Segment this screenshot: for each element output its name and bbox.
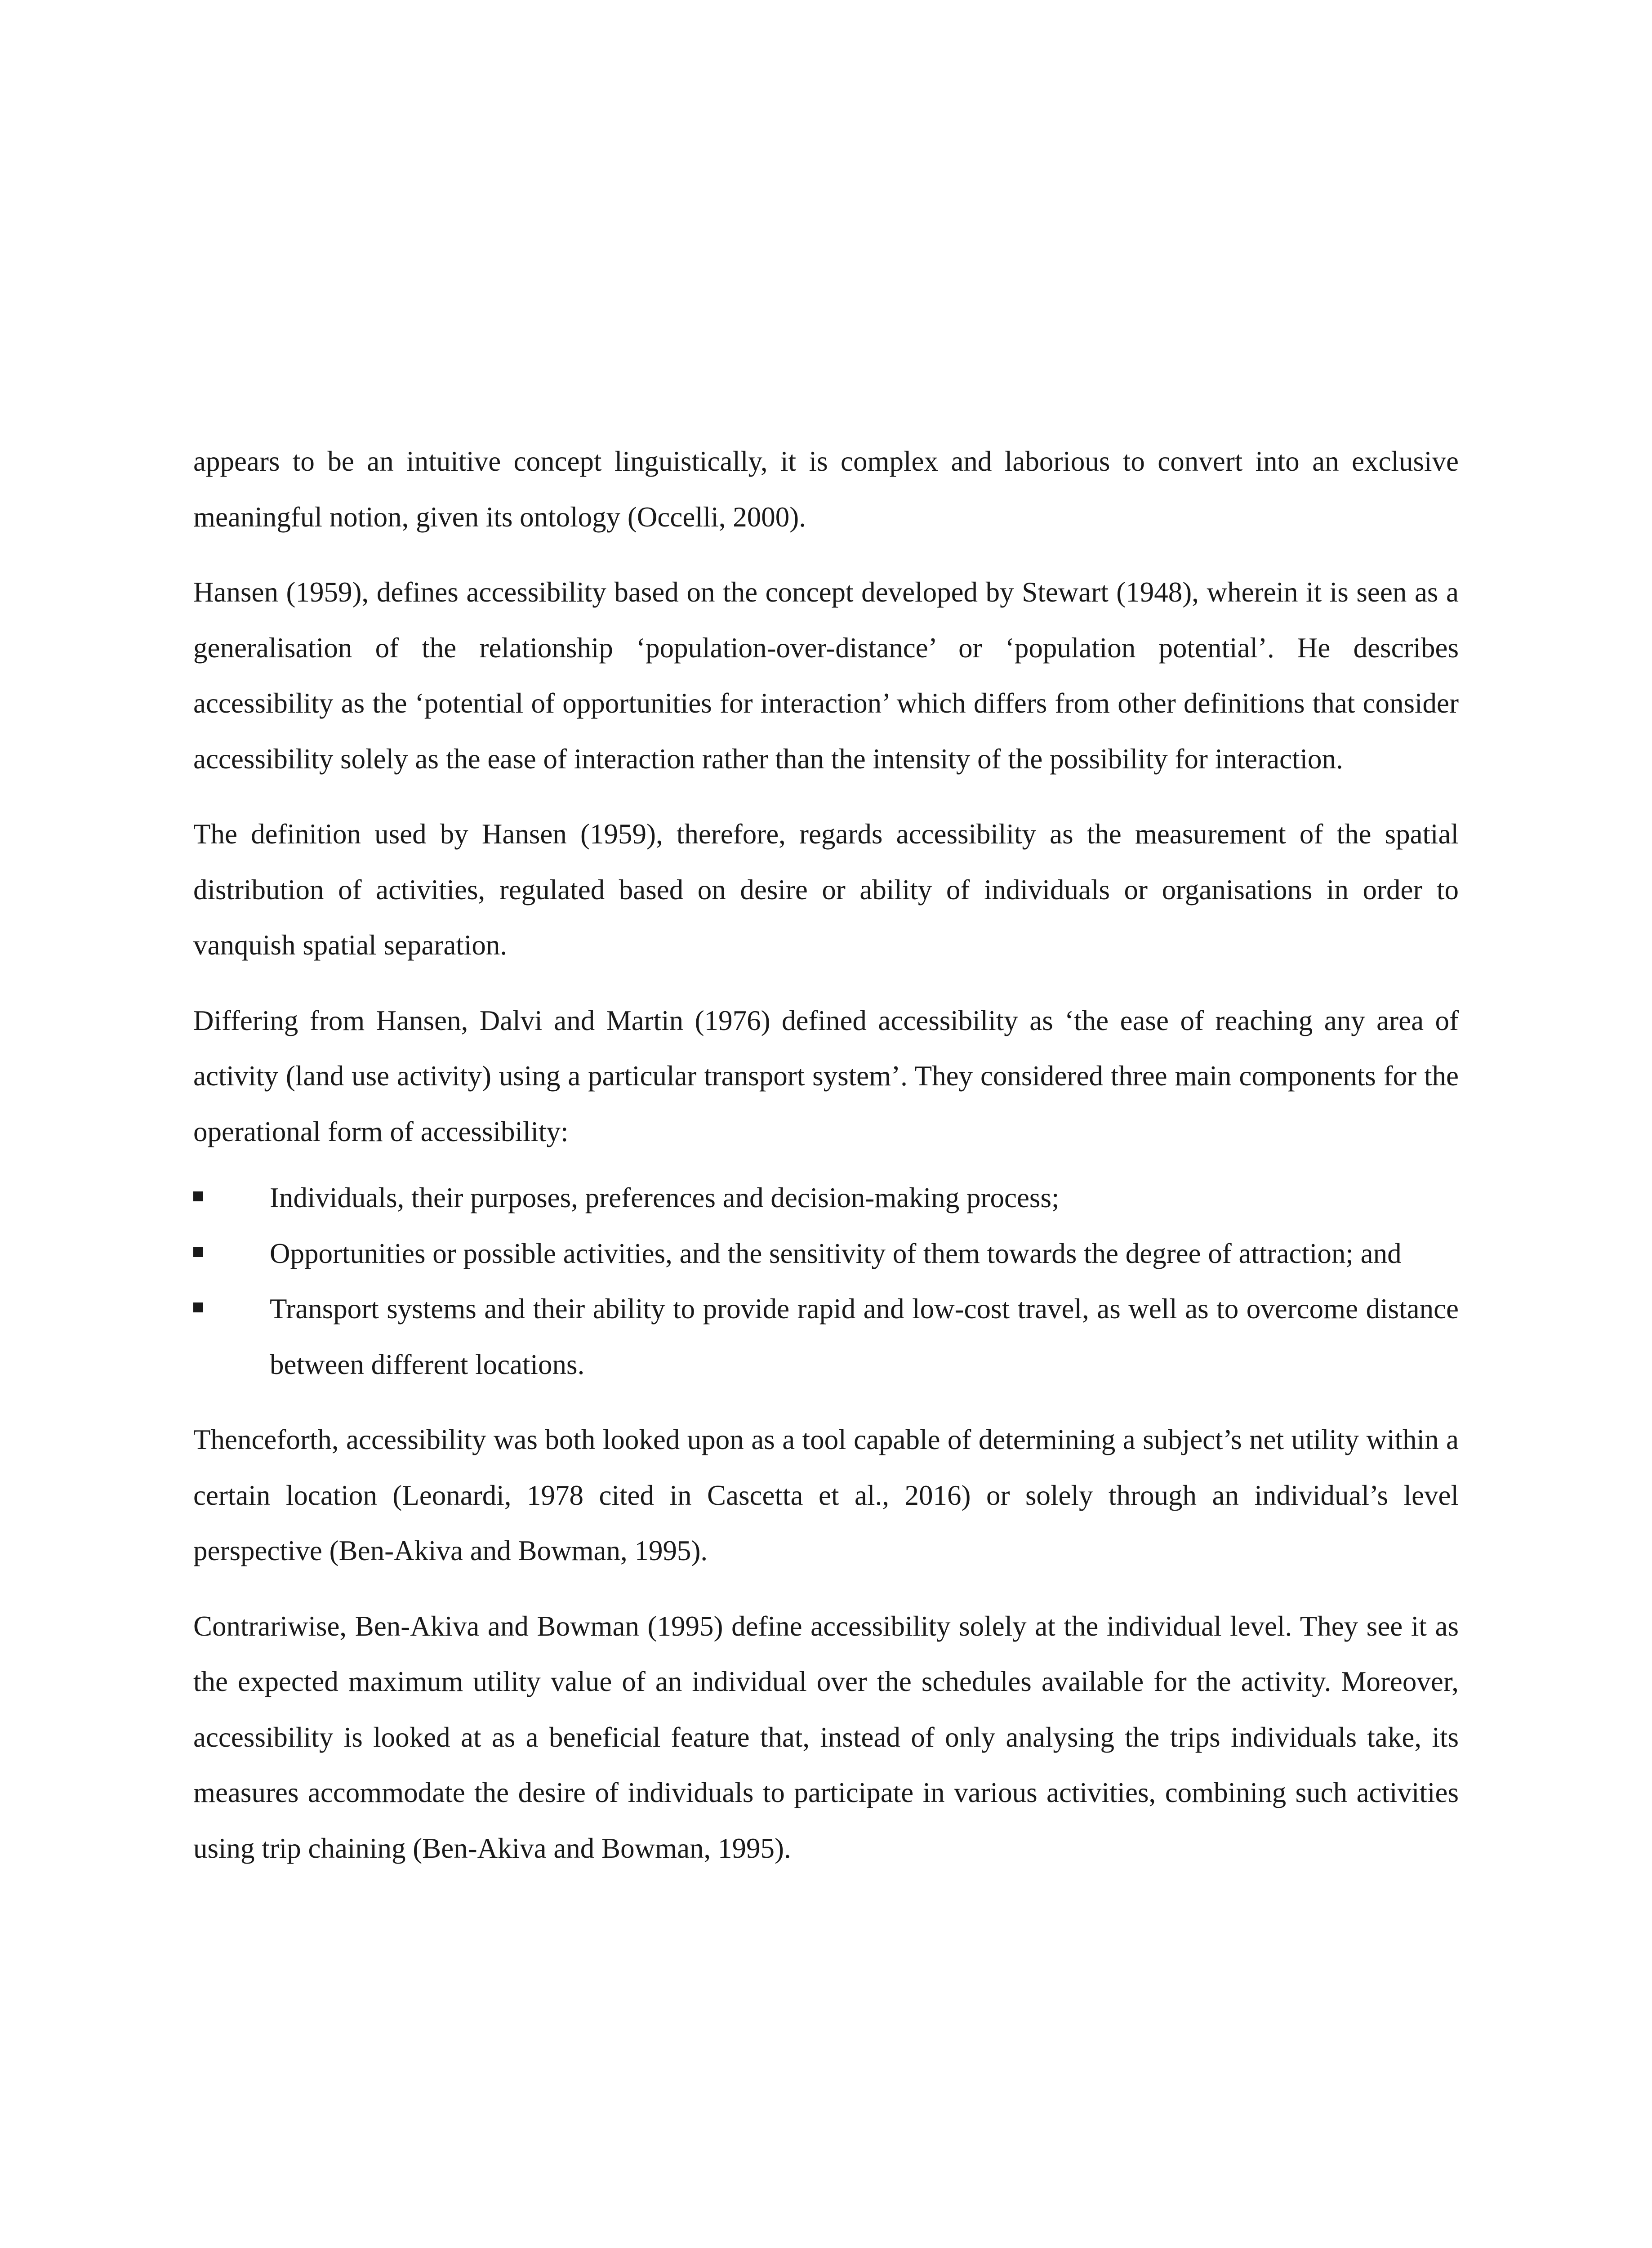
paragraph-contrariwise: Contrariwise, Ben-Akiva and Bowman (1995) define accessibility solely at the individual level. They see it as the expected maximum utility value of an individual over the schedules available for the activity. Moreover, accessibility is looked at as a beneficial feature that, instead of only analysing the trips individuals take, its measures accommodate the desire of individuals to participate in various activities, combining such activities using trip chaining (Ben-Akiva and Bowman, 1995).	[193, 1610, 1459, 1864]
bullet-text: Opportunities or possible activities, and the sensitivity of them towards the degree of attraction; and	[270, 1237, 1402, 1269]
bullet-item	[193, 1226, 1459, 1282]
paragraph-thenceforth: Thenceforth, accessibility was both looked upon as a tool capable of determining a subject’s net utility within a certain location (Leonardi, 1978 cited in Cascetta et al., 2016) or solely through an individual’s level perspective (Ben-Akiva and Bowman, 1995).	[193, 1424, 1459, 1566]
square-bullet-icon	[193, 1191, 203, 1201]
bullet-item	[193, 1281, 1459, 1392]
page-body	[193, 434, 1459, 1876]
paragraph-hansen-definition: Hansen (1959), defines accessibility based on the concept developed by Stewart (1948), wherein it is seen as a generalisation of the relationship ‘population-over-distance’ or ‘population potential’. He describes accessibility as the ‘potential of opportunities for interaction’ which differs from other definitions that consider accessibility solely as the ease of interaction rather than the intensity of the possibility for interaction.	[193, 576, 1459, 775]
bullet-text: Transport systems and their ability to provide rapid and low-cost travel, as well as to overcome distance between different locations.	[270, 1293, 1459, 1380]
bullet-item	[193, 1170, 1459, 1226]
components-bullet-list	[193, 1170, 1459, 1392]
bullet-text: Individuals, their purposes, preferences and decision-making process;	[270, 1182, 1060, 1213]
paragraph-hansen-measurement: The definition used by Hansen (1959), therefore, regards accessibility as the measurement of the spatial distribution of activities, regulated based on desire or ability of individuals or organisations in order to vanquish spatial separation.	[193, 818, 1459, 961]
paragraph-dalvi-martin: Differing from Hansen, Dalvi and Martin (1976) defined accessibility as ‘the ease of reaching any area of activity (land use activity) using a particular transport system’. They considered three main components for the operational form of accessibility:	[193, 1004, 1459, 1147]
square-bullet-icon	[193, 1302, 203, 1312]
paragraph-occelli: appears to be an intuitive concept linguistically, it is complex and laborious to convert into an exclusive meaningful notion, given its ontology (Occelli, 2000).	[193, 446, 1459, 533]
square-bullet-icon	[193, 1247, 203, 1257]
